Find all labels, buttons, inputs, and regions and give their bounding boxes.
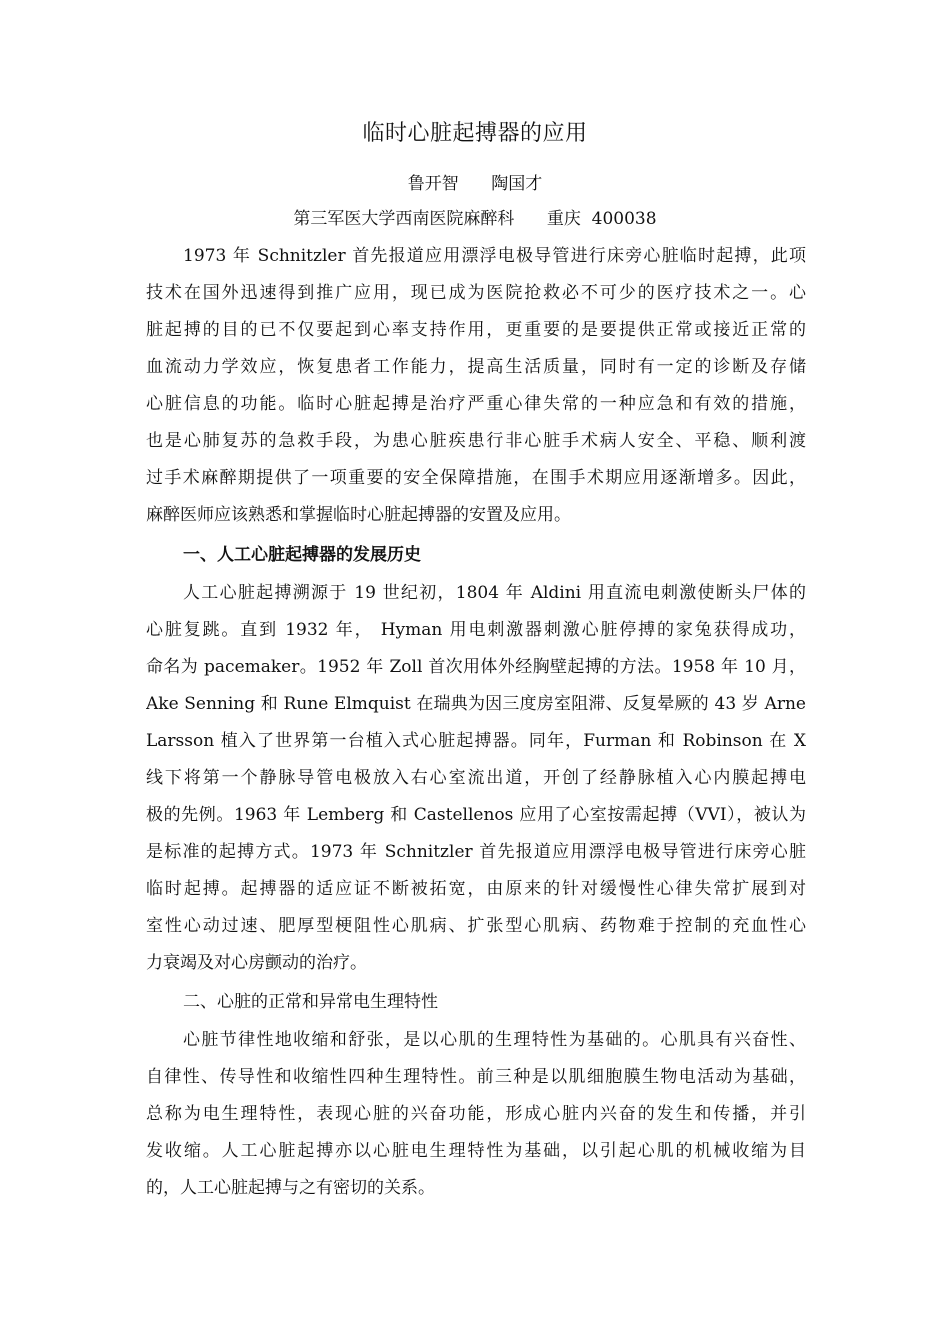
body-text-line: 麻醉医师应该熟悉和掌握临时心脏起搏器的安置及应用。 (146, 505, 571, 525)
body-text-line: 心脏复跳。直到 1932 年， Hyman 用电刺激器刺激心脏停搏的家兔获得成功， (146, 620, 806, 640)
body-text-line: 也是心肺复苏的急救手段，为患心脏疾患行非心脏手术病人安全、平稳、顺利渡 (146, 431, 806, 451)
body-text-line: 极的先例。1963 年 Lemberg 和 Castellenos 应用了心室按需起搏（VVI），被认为 (146, 805, 806, 825)
body-text-line: 血流动力学效应，恢复患者工作能力，提高生活质量，同时有一定的诊断及存储 (146, 357, 806, 377)
body-text-line: 命名为 pacemaker。1952 年 Zoll 首次用体外经胸壁起搏的方法。1958 年 10 月， (146, 657, 806, 677)
section-heading: 二、心脏的正常和异常电生理特性 (183, 992, 438, 1012)
body-text-line: 1973 年 Schnitzler 首先报道应用漂浮电极导管进行床旁心脏临时起搏，此项 (183, 246, 806, 266)
body-text-line: 脏起搏的目的已不仅要起到心率支持作用，更重要的是要提供正常或接近正常的 (146, 320, 806, 340)
body-text-line: 心脏信息的功能。临时心脏起搏是治疗严重心律失常的一种应急和有效的措施， (146, 394, 806, 414)
affiliation-line: 第三军医大学西南医院麻醉科 重庆 400038 (293, 209, 657, 229)
body-text-line: Ake Senning 和 Rune Elmquist 在瑞典为因三度房室阻滞、反复晕厥的 43 岁 Arne (146, 694, 806, 714)
body-text-line: 的，人工心脏起搏与之有密切的关系。 (146, 1178, 435, 1198)
body-text-line: 线下将第一个静脉导管电极放入右心室流出道，开创了经静脉植入心内膜起搏电 (146, 768, 806, 788)
body-text-line: 技术在国外迅速得到推广应用，现已成为医院抢救必不可少的医疗技术之一。心 (146, 283, 806, 303)
section-heading: 一、人工心脏起搏器的发展历史 (183, 545, 421, 565)
body-text-line: Larsson 植入了世界第一台植入式心脏起搏器。同年，Furman 和 Robinson 在 X (146, 731, 806, 751)
body-text-line: 临时起搏。起搏器的适应证不断被拓宽，由原来的针对缓慢性心律失常扩展到对 (146, 879, 806, 899)
body-text-line: 室性心动过速、肥厚型梗阻性心肌病、扩张型心肌病、药物难于控制的充血性心 (146, 916, 806, 936)
body-text-line: 是标准的起搏方式。1973 年 Schnitzler 首先报道应用漂浮电极导管进行床旁心脏 (146, 842, 806, 862)
body-text-line: 自律性、传导性和收缩性四种生理特性。前三种是以肌细胞膜生物电活动为基础， (146, 1067, 806, 1087)
document-title: 临时心脏起搏器的应用 (362, 121, 588, 146)
body-text-line: 人工心脏起搏溯源于 19 世纪初，1804 年 Aldini 用直流电刺激使断头尸体的 (183, 583, 806, 603)
authors-line: 鲁开智 陶国才 (407, 174, 543, 194)
body-text-line: 心脏节律性地收缩和舒张，是以心肌的生理特性为基础的。心肌具有兴奋性、 (183, 1030, 806, 1050)
body-text-line: 发收缩。人工心脏起搏亦以心脏电生理特性为基础，以引起心肌的机械收缩为目 (146, 1141, 806, 1161)
body-text-line: 过手术麻醉期提供了一项重要的安全保障措施，在围手术期应用逐渐增多。因此， (146, 468, 806, 488)
body-text-line: 总称为电生理特性，表现心脏的兴奋功能，形成心脏内兴奋的发生和传播，并引 (146, 1104, 806, 1124)
body-text-line: 力衰竭及对心房颤动的治疗。 (146, 953, 367, 973)
